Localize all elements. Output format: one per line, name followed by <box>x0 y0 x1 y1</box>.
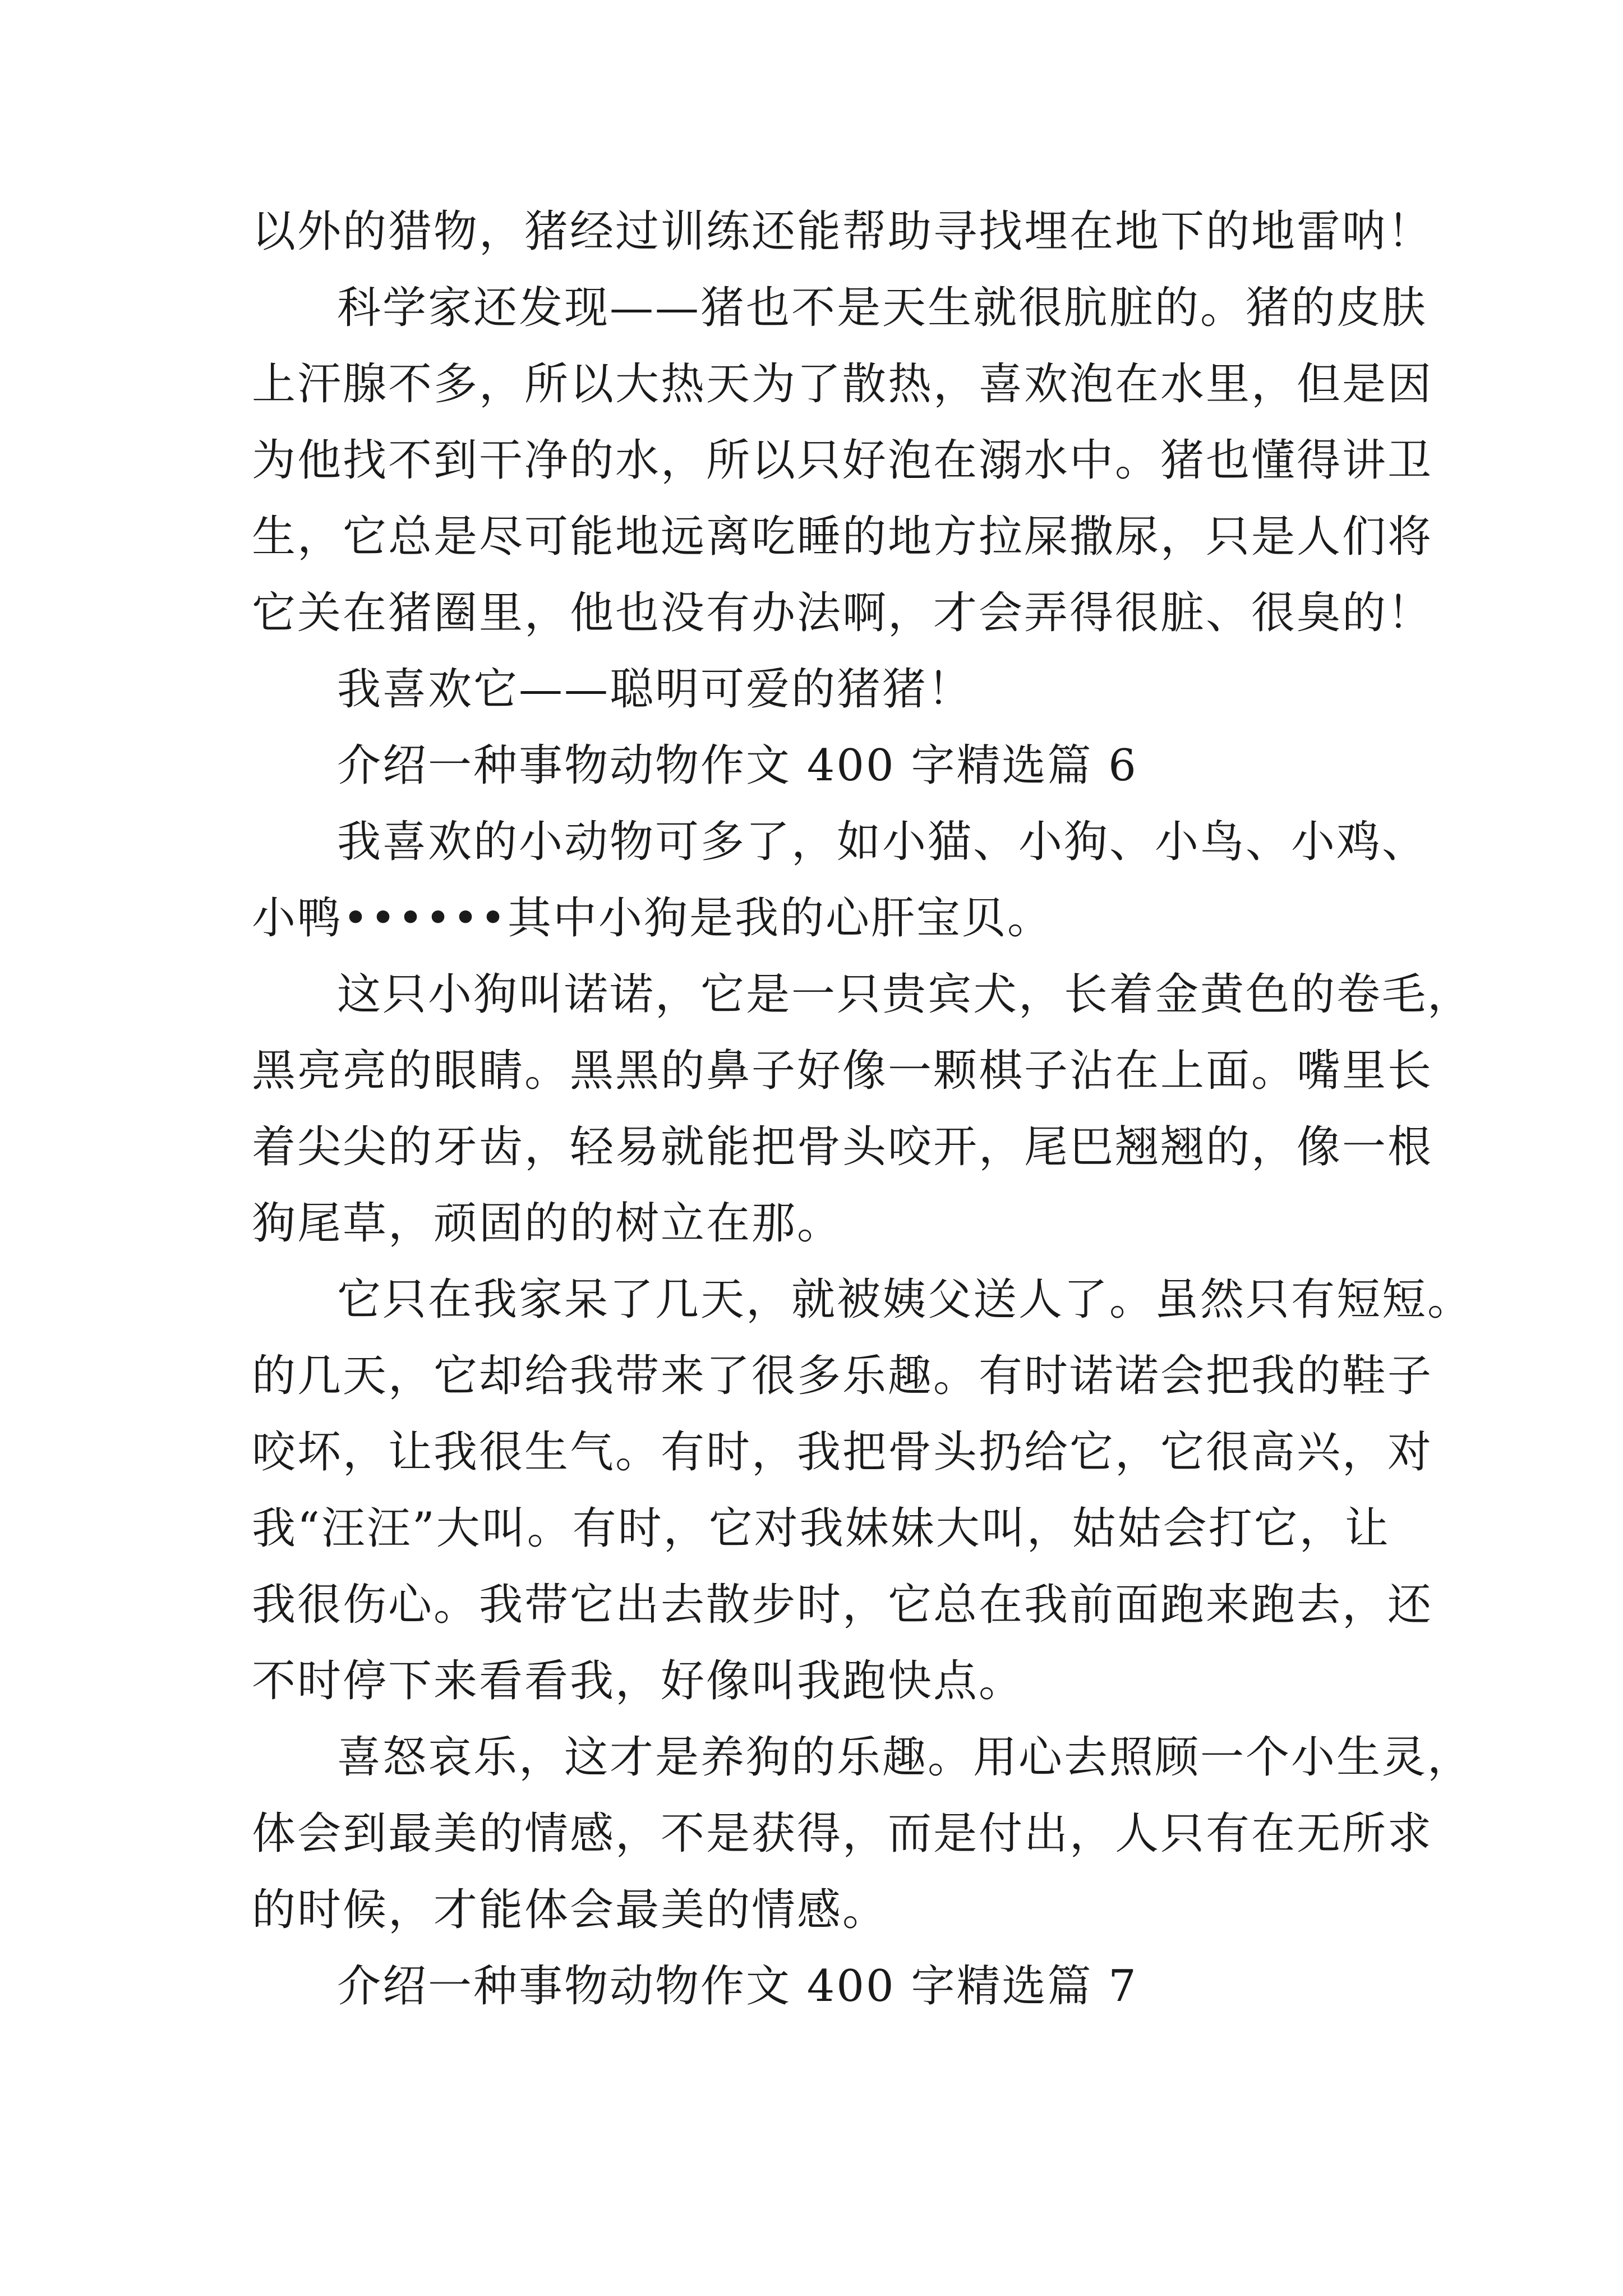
paragraph <box>252 804 1428 956</box>
text-line: 为他找不到干净的水，所以只好泡在溺水中。猪也懂得讲卫 <box>252 435 1433 486</box>
text-line: 我“汪汪”大叫。有时，它对我妹妹大叫，姑姑会打它，让 <box>252 1503 1390 1554</box>
paragraph <box>252 1262 1473 1719</box>
text-line: 我很伤心。我带它出去散步时，它总在我前面跑来跑去，还 <box>252 1580 1433 1630</box>
text-line: 喜怒哀乐，这才是养狗的乐趣。用心去照顾一个小生灵， <box>337 1732 1473 1783</box>
text-line: 科学家还发现——猪也不是天生就很肮脏的。猪的皮肤 <box>337 283 1428 333</box>
text-line: 着尖尖的牙齿，轻易就能把骨头咬开，尾巴翘翘的，像一根 <box>252 1122 1433 1172</box>
text-line: 生，它总是尽可能地远离吃睡的地方拉屎撒尿，只是人们将 <box>252 512 1433 562</box>
paragraph <box>252 956 1473 1262</box>
heading-line: 介绍一种事物动物作文 400 字精选篇 6 <box>337 740 1138 791</box>
heading-line: 介绍一种事物动物作文 400 字精选篇 7 <box>337 1961 1138 2012</box>
text-line: 的几天，它却给我带来了很多乐趣。有时诺诺会把我的鞋子 <box>252 1351 1433 1401</box>
section-heading <box>252 1948 1396 2024</box>
text-line: 这只小狗叫诺诺，它是一只贵宾犬，长着金黄色的卷毛， <box>337 969 1473 1020</box>
text-line: 的时候，才能体会最美的情感。 <box>252 1885 888 1935</box>
text-line: 咬坏，让我很生气。有时，我把骨头扔给它，它很高兴，对 <box>252 1427 1433 1478</box>
text-line: 黑亮亮的眼睛。黑黑的鼻子好像一颗棋子沾在上面。嘴里长 <box>252 1046 1433 1096</box>
paragraph <box>252 270 1433 651</box>
text-line: 我喜欢的小动物可多了，如小猫、小狗、小鸟、小鸡、 <box>337 817 1428 867</box>
text-line: 我喜欢它——聪明可爱的猪猪！ <box>337 664 974 715</box>
text-line: 它只在我家呆了几天，就被姨父送人了。虽然只有短短。 <box>337 1274 1473 1325</box>
text-line: 上汗腺不多，所以大热天为了散热，喜欢泡在水里，但是因 <box>252 359 1433 409</box>
text-line: 体会到最美的情感，不是获得，而是付出，人只有在无所求 <box>252 1809 1433 1859</box>
text-line: 狗尾草，顽固的的树立在那。 <box>252 1198 843 1249</box>
text-line: 以外的猎物，猪经过训练还能帮助寻找埋在地下的地雷呐！ <box>252 206 1433 257</box>
document-body <box>252 194 1473 2024</box>
text-line: 它关在猪圈里，他也没有办法啊，才会弄得很脏、很臭的！ <box>252 588 1433 638</box>
text-line: 不时停下来看看我，好像叫我跑快点。 <box>252 1656 1025 1706</box>
paragraph <box>252 194 1433 270</box>
paragraph <box>252 1719 1473 1948</box>
text-line: 小鸭••••••其中小狗是我的心肝宝贝。 <box>252 893 1053 944</box>
section-heading <box>252 728 1396 804</box>
paragraph <box>252 651 1396 728</box>
